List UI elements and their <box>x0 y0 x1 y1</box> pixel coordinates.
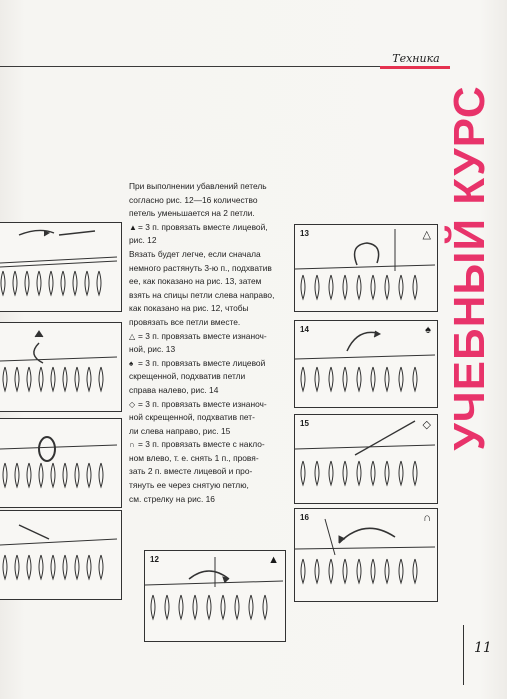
rule-line: = 3 п. провязать вместе изнаноч- <box>138 398 267 409</box>
figure-12 <box>144 550 286 642</box>
tip-line: провязать все петли вместе. <box>129 316 241 327</box>
knitting-diagram <box>295 225 437 311</box>
rule-line: зать 2 п. вместе лицевой и про- <box>129 466 253 477</box>
knitting-diagram <box>0 419 121 507</box>
header-rule <box>0 66 440 67</box>
tip-line: Вязать будет легче, если сначала <box>129 248 261 259</box>
page-number-rule <box>463 625 464 685</box>
figure-16 <box>294 508 438 602</box>
triangle-icon: ▲ <box>129 222 137 232</box>
tip-line: немного растянуть 3-ю п., подхватив <box>129 262 272 273</box>
rule-line: ном влево, т. е. снять 1 п., провя- <box>129 452 259 463</box>
figure-14 <box>294 320 438 408</box>
arch-icon: ∩ <box>129 440 135 450</box>
intro-line: согласно рис. 12—16 количество <box>129 194 258 205</box>
rule-line: тянуть ее через снятую петлю, <box>129 480 249 491</box>
section-accent-bar <box>380 66 450 69</box>
page-number: 11 <box>474 640 492 656</box>
rule-line: = 3 п. провязать вместе изнаноч- <box>138 330 267 341</box>
intro-line: петель уменьшается на 2 петли. <box>129 208 255 219</box>
side-title-text: УЧЕБНЫЙ КУРС <box>445 85 494 451</box>
rule-line: ли слева направо, рис. 15 <box>129 425 231 436</box>
diamond-open-icon: ◇ <box>129 399 136 409</box>
knitting-diagram <box>295 415 437 503</box>
figure-left-3 <box>0 418 122 508</box>
knitting-diagram <box>295 509 437 601</box>
knitting-diagram <box>295 321 437 407</box>
triangle-icon: ▲ <box>268 554 279 566</box>
tip-line: как показано на рис. 12, чтобы <box>129 303 249 314</box>
knitting-diagram <box>145 551 285 641</box>
figure-left-1 <box>0 222 122 312</box>
side-title <box>440 85 500 451</box>
knitting-diagram <box>0 511 121 599</box>
knitting-diagram <box>0 223 121 311</box>
knitting-diagram <box>0 323 121 411</box>
figure-13 <box>294 224 438 312</box>
figure-left-2 <box>0 322 122 412</box>
rule-line: = 3 п. провязать вместе с накло- <box>138 439 265 450</box>
figure-left-4 <box>0 510 122 600</box>
spade-icon: ♠ <box>425 324 431 336</box>
triangle-open-icon: △ <box>129 331 136 341</box>
section-label: Техника <box>392 52 440 65</box>
diamond-open-icon: ◇ <box>422 419 431 431</box>
triangle-open-icon: △ <box>422 229 431 241</box>
rule-line: = 3 п. провязать вместе лицевой <box>138 357 266 368</box>
figure-number: 13 <box>300 229 309 238</box>
instruction-text <box>129 180 291 506</box>
intro-line: При выполнении убавлений петель <box>129 181 267 191</box>
tip-line: ее, как показано на рис. 13, затем <box>129 276 262 287</box>
rule-line: см. стрелку на рис. 16 <box>129 493 215 504</box>
figure-number: 16 <box>300 513 309 522</box>
rule-line: = 3 п. провязать вместе лицевой, <box>138 221 268 232</box>
rule-line: справа налево, рис. 14 <box>129 384 219 395</box>
figure-number: 12 <box>150 555 159 564</box>
arch-icon: ∩ <box>423 512 431 524</box>
rule-line: ной, рис. 13 <box>129 344 176 355</box>
figure-15 <box>294 414 438 504</box>
rule-line: скрещенной, подхватив петли <box>129 371 246 382</box>
rule-line: ной скрещенной, подхватив пет- <box>129 412 255 423</box>
rule-line: рис. 12 <box>129 235 157 246</box>
figure-number: 14 <box>300 325 309 334</box>
figure-number: 15 <box>300 419 309 428</box>
spade-icon: ♠ <box>129 358 134 368</box>
tip-line: взять на спицы петли слева направо, <box>129 289 275 300</box>
